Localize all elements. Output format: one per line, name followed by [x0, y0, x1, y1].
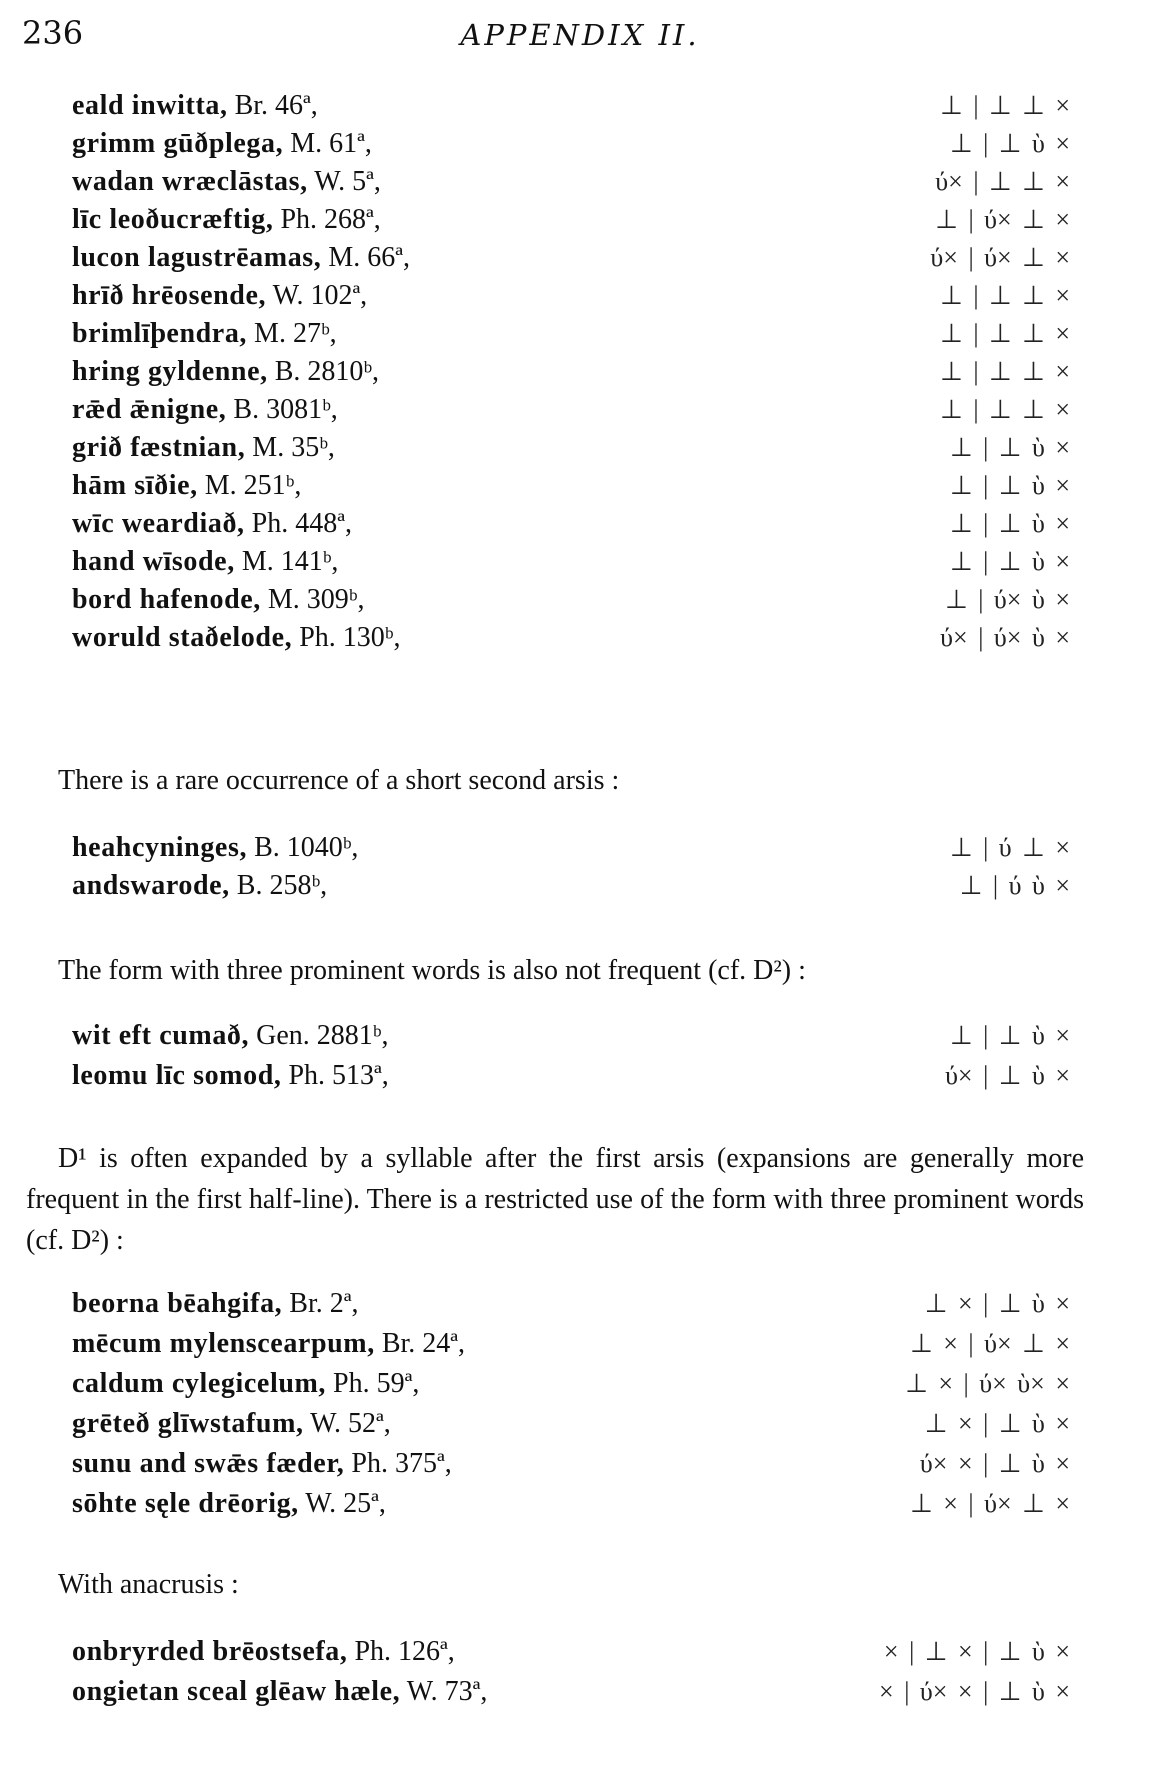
scansion: ⊥ | ⊥ ⊥ ×	[940, 281, 1070, 310]
scansion: ⊥ | ⊥ ⊥ ×	[940, 91, 1070, 120]
example-line: lucon lagustrēamas, M. 66ª, ύ× | ύ× ⊥ ×	[0, 238, 1158, 278]
scansion: ⊥ | ύ ⊥ ×	[949, 833, 1070, 862]
example-line: hrīð hrēosende, W. 102ª, ⊥ | ⊥ ⊥ ×	[0, 276, 1158, 316]
scansion: ⊥ | ύ× ⊥ ×	[935, 205, 1070, 234]
scansion: ⊥ | ⊥ ὺ ×	[949, 471, 1070, 500]
example-line: brimlīþendra, M. 27ᵇ, ⊥ | ⊥ ⊥ ×	[0, 314, 1158, 354]
example-line: ongietan sceal glēaw hæle, W. 73ª, × | ύ× × | ⊥ ὺ ×	[0, 1672, 1158, 1712]
example-line: līc leoðucræftig, Ph. 268ª, ⊥ | ύ× ⊥ ×	[0, 200, 1158, 240]
example-line: grēteð glīwstafum, W. 52ª, ⊥ × | ⊥ ὺ ×	[0, 1404, 1158, 1444]
scansion: ⊥ | ύ ὺ ×	[959, 871, 1070, 900]
example-line: sunu and swǣs fæder, Ph. 375ª, ύ× × | ⊥ ὺ ×	[0, 1444, 1158, 1484]
example-line: grið fæstnian, M. 35ᵇ, ⊥ | ⊥ ὺ ×	[0, 428, 1158, 468]
example-line: leomu līc somod, Ph. 513ª, ύ× | ⊥ ὺ ×	[0, 1056, 1158, 1096]
scansion: ⊥ | ⊥ ὺ ×	[949, 1021, 1070, 1050]
scansion: ⊥ | ⊥ ⊥ ×	[940, 319, 1070, 348]
example-line: caldum cylegicelum, Ph. 59ª, ⊥ × | ύ× ὺ× ×	[0, 1364, 1158, 1404]
example-line: beorna bēahgifa, Br. 2ª, ⊥ × | ⊥ ὺ ×	[0, 1284, 1158, 1324]
body-paragraph: The form with three prominent words is also not frequent (cf. D²) :	[58, 955, 806, 986]
scansion: ύ× | ύ× ὺ ×	[940, 623, 1070, 652]
scansion: ύ× | ⊥ ⊥ ×	[935, 167, 1070, 196]
scansion: ⊥ × | ύ× ⊥ ×	[910, 1489, 1070, 1518]
example-line: eald inwitta, Br. 46ª, ⊥ | ⊥ ⊥ ×	[0, 86, 1158, 126]
example-line: mēcum mylenscearpum, Br. 24ª, ⊥ × | ύ× ⊥ ×	[0, 1324, 1158, 1364]
example-line: andswarode, B. 258ᵇ, ⊥ | ύ ὺ ×	[0, 866, 1158, 906]
body-paragraph: With anacrusis :	[58, 1569, 239, 1600]
scansion: × | ⊥ × | ⊥ ὺ ×	[883, 1637, 1070, 1666]
example-line: hand wīsode, M. 141ᵇ, ⊥ | ⊥ ὺ ×	[0, 542, 1158, 582]
running-title: APPENDIX II.	[460, 18, 700, 52]
scansion: ⊥ × | ύ× ⊥ ×	[910, 1329, 1070, 1358]
scansion: ύ× | ύ× ⊥ ×	[930, 243, 1070, 272]
example-line: woruld staðelode, Ph. 130ᵇ, ύ× | ύ× ὺ ×	[0, 618, 1158, 658]
example-line: onbryrded brēostsefa, Ph. 126ª, × | ⊥ × | ⊥ ὺ ×	[0, 1632, 1158, 1672]
example-line: bord hafenode, M. 309ᵇ, ⊥ | ύ× ὺ ×	[0, 580, 1158, 620]
page-number: 236	[22, 14, 84, 52]
scansion: ύ× | ⊥ ὺ ×	[945, 1061, 1070, 1090]
example-line: rǣd ǣnigne, B. 3081ᵇ, ⊥ | ⊥ ⊥ ×	[0, 390, 1158, 430]
example-line: sōhte sęle drēorig, W. 25ª, ⊥ × | ύ× ⊥ ×	[0, 1484, 1158, 1524]
scansion: ⊥ | ⊥ ὺ ×	[949, 129, 1070, 158]
scansion: ⊥ | ⊥ ⊥ ×	[940, 357, 1070, 386]
scansion: ⊥ × | ⊥ ὺ ×	[924, 1409, 1070, 1438]
body-paragraph: D¹ is often expanded by a syllable after the first arsis (expansions are generally more frequent in the first half-line). There is a restricted use of the form with three prominent words (cf. D²) :	[26, 1143, 1084, 1256]
body-paragraph: There is a rare occurrence of a short second arsis :	[58, 765, 620, 796]
scansion: ⊥ × | ⊥ ὺ ×	[924, 1289, 1070, 1318]
example-line: hring gyldenne, B. 2810ᵇ, ⊥ | ⊥ ⊥ ×	[0, 352, 1158, 392]
scansion: ⊥ × | ύ× ὺ× ×	[905, 1369, 1070, 1398]
example-line: wit eft cumað, Gen. 2881ᵇ, ⊥ | ⊥ ὺ ×	[0, 1016, 1158, 1056]
scansion: ⊥ | ⊥ ὺ ×	[949, 433, 1070, 462]
scansion: ⊥ | ύ× ὺ ×	[945, 585, 1070, 614]
scansion: ύ× × | ⊥ ὺ ×	[919, 1449, 1070, 1478]
page-header	[22, 14, 1118, 64]
example-line: wīc weardiað, Ph. 448ª, ⊥ | ⊥ ὺ ×	[0, 504, 1158, 544]
scansion: ⊥ | ⊥ ὺ ×	[949, 547, 1070, 576]
example-line: grimm gūðplega, M. 61ª, ⊥ | ⊥ ὺ ×	[0, 124, 1158, 164]
example-line: hām sīðie, M. 251ᵇ, ⊥ | ⊥ ὺ ×	[0, 466, 1158, 506]
scansion: ⊥ | ⊥ ⊥ ×	[940, 395, 1070, 424]
example-line: heahcyninges, B. 1040ᵇ, ⊥ | ύ ⊥ ×	[0, 828, 1158, 868]
example-line: wadan wræclāstas, W. 5ª, ύ× | ⊥ ⊥ ×	[0, 162, 1158, 202]
scansion: ⊥ | ⊥ ὺ ×	[949, 509, 1070, 538]
scansion: × | ύ× × | ⊥ ὺ ×	[879, 1677, 1070, 1706]
